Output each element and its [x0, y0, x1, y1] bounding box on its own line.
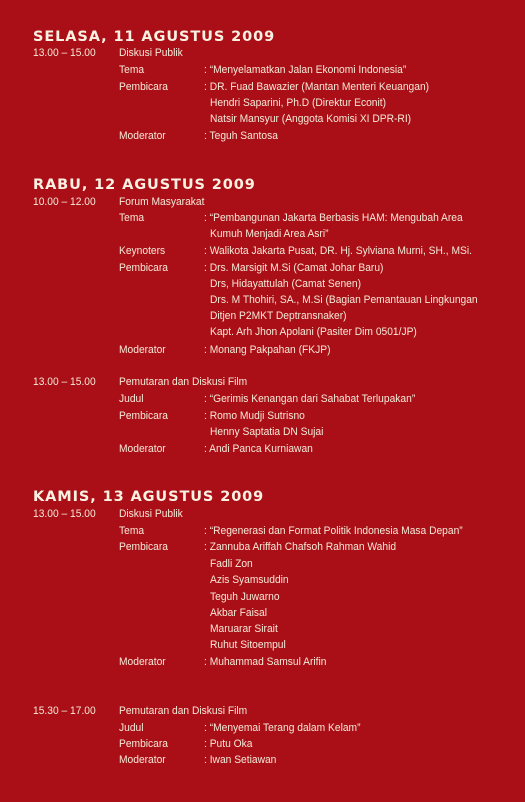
row-value: Ditjen P2MKT Deptransnaker) — [210, 310, 347, 322]
row-label: Moderator — [119, 344, 166, 356]
row-value: : “Gerimis Kenangan dari Sahabat Terlupakan” — [204, 393, 416, 405]
row-value: Kumuh Menjadi Area Asri” — [210, 228, 329, 240]
session-event: Pemutaran dan Diskusi Film — [119, 705, 248, 717]
row-label: Tema — [119, 525, 145, 537]
row-value: Akbar Faisal — [210, 607, 267, 619]
session-time: 13.00 – 15.00 — [33, 376, 96, 388]
row-value: : Monang Pakpahan (FKJP) — [204, 344, 331, 356]
session-time: 15.30 – 17.00 — [33, 705, 96, 717]
day-title: SELASA, 11 AGUSTUS 2009 — [33, 29, 276, 45]
row-value: : DR. Fuad Bawazier (Mantan Menteri Keuangan) — [204, 81, 430, 93]
row-value: Fadli Zon — [210, 558, 253, 570]
row-value: : Walikota Jakarta Pusat, DR. Hj. Sylviana Murni, SH., MSi. — [204, 245, 472, 257]
row-value: : Putu Oka — [204, 738, 253, 750]
row-label: Moderator — [119, 754, 166, 766]
session-event: Diskusi Publik — [119, 47, 183, 59]
row-label: Moderator — [119, 656, 166, 668]
day-title: KAMIS, 13 AGUSTUS 2009 — [33, 489, 265, 505]
row-label: Moderator — [119, 130, 166, 142]
row-value: Henny Saptatia DN Sujai — [210, 426, 324, 438]
row-label: Tema — [119, 212, 145, 224]
row-value: : Teguh Santosa — [204, 130, 278, 142]
row-value: : Muhammad Samsul Arifin — [204, 656, 327, 668]
day-title: RABU, 12 AGUSTUS 2009 — [33, 177, 256, 193]
session-event: Pemutaran dan Diskusi Film — [119, 376, 248, 388]
row-value: Natsir Mansyur (Anggota Komisi XI DPR-RI) — [210, 113, 412, 125]
row-value: : Romo Mudji Sutrisno — [204, 410, 305, 422]
row-value: Drs, Hidayattulah (Camat Senen) — [210, 278, 362, 290]
session-event: Diskusi Publik — [119, 508, 183, 520]
row-value: Ruhut Sitoempul — [210, 639, 286, 651]
session-time: 13.00 – 15.00 — [33, 508, 96, 520]
row-value: : Andi Panca Kurniawan — [204, 443, 313, 455]
row-value: Drs. M Thohiri, SA., M.Si (Bagian Pemantauan Lingkungan — [210, 294, 478, 306]
session-time: 13.00 – 15.00 — [33, 47, 96, 59]
row-value: Azis Syamsuddin — [210, 574, 289, 586]
row-label: Moderator — [119, 443, 166, 455]
row-label: Judul — [119, 393, 144, 405]
row-label: Pembicara — [119, 81, 169, 93]
row-value: Hendri Saparini, Ph.D (Direktur Econit) — [210, 97, 387, 109]
row-value: Maruarar Sirait — [210, 623, 278, 635]
row-label: Judul — [119, 722, 144, 734]
session-time: 10.00 – 12.00 — [33, 196, 96, 208]
row-value: : Drs. Marsigit M.Si (Camat Johar Baru) — [204, 262, 384, 274]
row-value: : Iwan Setiawan — [204, 754, 277, 766]
row-value: : “Regenerasi dan Format Politik Indonesia Masa Depan” — [204, 525, 463, 537]
row-value: : “Menyelamatkan Jalan Ekonomi Indonesia” — [204, 64, 407, 76]
row-value: Kapt. Arh Jhon Apolani (Pasiter Dim 0501/JP) — [210, 326, 417, 338]
row-label: Pembicara — [119, 541, 169, 553]
row-label: Pembicara — [119, 738, 169, 750]
row-label: Pembicara — [119, 262, 169, 274]
row-label: Keynoters — [119, 245, 166, 257]
row-value: Teguh Juwarno — [210, 591, 280, 603]
row-value: : “Menyemai Terang dalam Kelam” — [204, 722, 361, 734]
row-label: Tema — [119, 64, 145, 76]
row-value: : Zannuba Ariffah Chafsoh Rahman Wahid — [204, 541, 397, 553]
session-event: Forum Masyarakat — [119, 196, 205, 208]
row-label: Pembicara — [119, 410, 169, 422]
row-value: : “Pembangunan Jakarta Berbasis HAM: Mengubah Area — [204, 212, 463, 224]
